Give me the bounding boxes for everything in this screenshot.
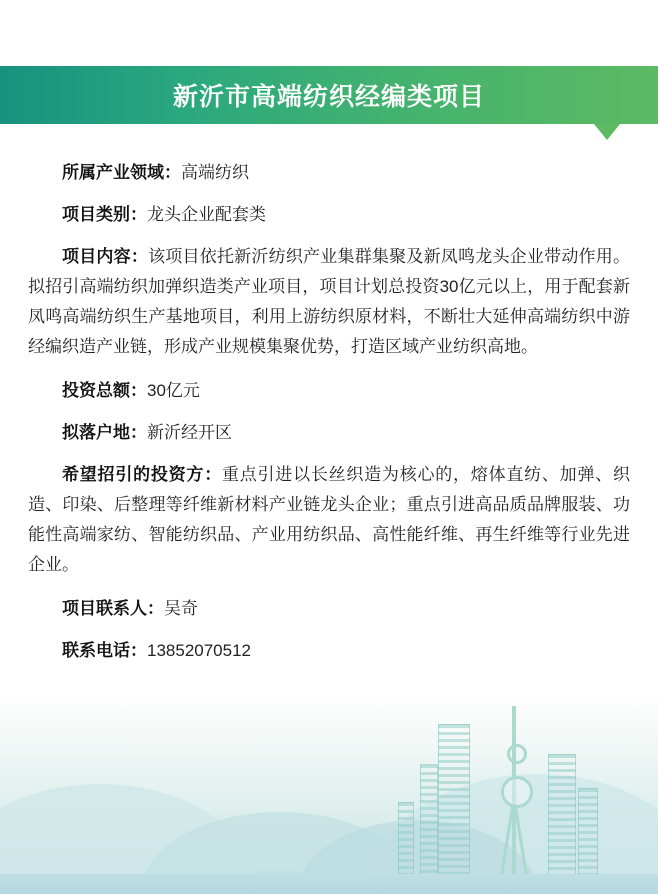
field-label: 项目类别：: [62, 205, 147, 224]
field-value: 吴奇: [164, 599, 198, 618]
field-contact-phone: [28, 636, 630, 666]
building-icon: [548, 754, 576, 876]
title-banner: [0, 66, 658, 124]
building-icon: [578, 788, 598, 876]
field-contact-person: [28, 594, 630, 624]
field-proposed-location: [28, 418, 630, 448]
tv-tower-icon: [492, 706, 536, 876]
field-label: 联系电话：: [62, 641, 147, 660]
field-value: 13852070512: [147, 641, 252, 660]
field-target-investors: [28, 460, 630, 580]
field-value: 30亿元: [147, 381, 200, 400]
field-value: 高端纺织: [181, 163, 249, 182]
document-body: [28, 158, 630, 678]
field-value: 该项目依托新沂纺织产业集群集聚及新凤鸣龙头企业带动作用。拟招引高端纺织加弹织造类产业项目，项目计划总投资30亿元以上，用于配套新凤鸣高端纺织生产基地项目，利用上游纺织原材料，不断壮大延伸高端纺织中游经编织造产业链，形成产业规模集聚优势，打造区域产业纺织高地。: [28, 247, 630, 356]
field-value: 新沂经开区: [147, 423, 232, 442]
field-industry-domain: [28, 158, 630, 188]
field-value: 龙头企业配套类: [147, 205, 266, 224]
field-label: 所属产业领域：: [62, 163, 181, 182]
building-icon: [398, 802, 414, 876]
field-total-investment: [28, 376, 630, 406]
field-project-content: [28, 242, 630, 362]
field-label: 项目联系人：: [62, 599, 164, 618]
banner-notch-decoration: [594, 124, 620, 140]
page-title: 新沂市高端纺织经编类项目: [172, 83, 485, 111]
field-label: 项目内容：: [62, 247, 149, 266]
field-value: 重点引进以长丝织造为核心的，熔体直纺、加弹、织造、印染、后整理等纤维新材料产业链龙头企业；重点引进高品质品牌服装、功能性高端家纺、智能纺织品、产业用纺织品、高性能纤维、再生纤维等行业先进企业。: [28, 465, 631, 574]
tower-upper-sphere: [507, 744, 527, 764]
tower-sphere: [501, 776, 533, 808]
ground-strip: [0, 874, 658, 894]
field-label: 希望招引的投资方：: [62, 465, 222, 484]
field-project-category: [28, 200, 630, 230]
field-label: 投资总额：: [62, 381, 147, 400]
building-icon: [438, 724, 470, 876]
bottom-skyline-illustration: [0, 694, 658, 894]
field-label: 拟落户地：: [62, 423, 147, 442]
building-icon: [420, 764, 438, 876]
